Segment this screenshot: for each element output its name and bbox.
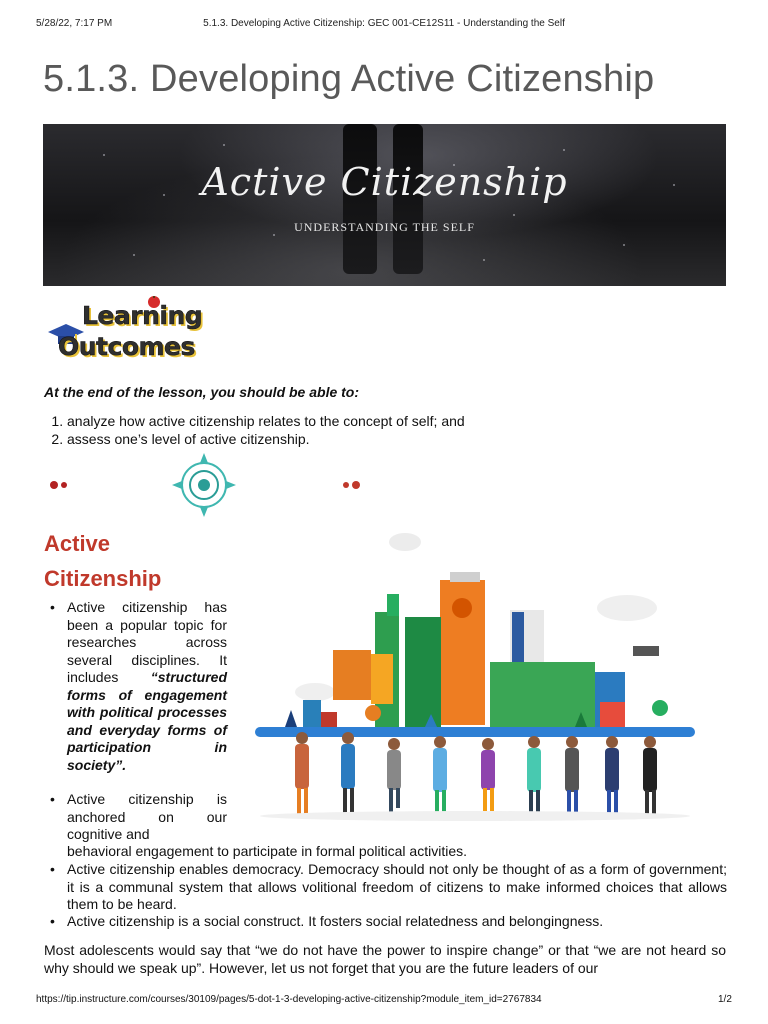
bullet-text: Active citizenship is a social construct. It fosters social relatedness and belongingness.	[67, 913, 604, 929]
closing-paragraph: Most adolescents would say that “we do not have the power to inspire change” or that “we are not heard so why should we speak up”. However, let us not forget that you are the future leaders of our	[44, 942, 726, 976]
bullet-text: Active citizenship enables democracy. Democracy should not only be thought of as a form of government; it is a communal system that allows volitional freedom of citizens to make informed choices that allows them to be heard.	[67, 861, 727, 912]
section-heading: Active Citizenship	[44, 531, 162, 591]
bullet-text: Active citizenship is anchored on our cognitive and	[67, 791, 227, 842]
bullet-anchored-continued: behavioral engagement to participate in formal political activities.	[67, 843, 467, 859]
banner-subtitle: UNDERSTANDING THE SELF	[294, 220, 475, 234]
print-page-number: 1/2	[718, 994, 732, 1005]
page-title: 5.1.3. Developing Active Citizenship	[43, 58, 655, 100]
bullet-social-construct: • Active citizenship is a social construct. It fosters social relatedness and belongingness.	[50, 913, 604, 929]
print-datetime: 5/28/22, 7:17 PM	[36, 18, 113, 29]
bullet-democracy: • Active citizenship enables democracy. Democracy should not only be thought of as a form of government; it is a communal system that allows volitional freedom of citizens to make informed choices that allows them to be heard.	[50, 861, 727, 912]
intro-text: At the end of the lesson, you should be able to:	[44, 384, 360, 400]
ornament-divider	[44, 452, 366, 518]
outcomes-list	[44, 412, 465, 448]
outcome-item: 1. analyze how active citizenship relates to the concept of self; and	[67, 412, 465, 430]
print-doc-title: 5.1.3. Developing Active Citizenship: GEC 001-CE12S11 - Understanding the Self	[203, 18, 565, 29]
print-footer-url: https://tip.instructure.com/courses/30109/pages/5-dot-1-3-developing-active-citizenship?module_item_id=2767834	[36, 994, 542, 1005]
bullet-anchored: • Active citizenship is anchored on our cognitive and	[50, 791, 227, 842]
bullet-quote: “structured forms of engagement with political processes and everyday forms of participation in society”.	[67, 669, 227, 773]
learning-outcomes-logo	[46, 296, 203, 366]
outcome-item: 2. assess one’s level of active citizenship.	[67, 430, 465, 448]
logo-text-outcomes: Outcomes	[58, 332, 195, 361]
logo-text-learning: Learning	[82, 301, 203, 330]
bullet-text: Active citizenship has been a popular topic for researches across several disciplines. It includes	[67, 599, 227, 685]
banner-title: Active Citizenship	[201, 160, 568, 204]
bullet-structured-engagement: • Active citizenship has been a popular topic for researches across several disciplines. It includes “structured forms of engagement with political processes and everyday forms of participation in society”.	[50, 599, 227, 773]
people-holding-city-illustration	[255, 522, 700, 822]
banner-image	[43, 124, 726, 286]
